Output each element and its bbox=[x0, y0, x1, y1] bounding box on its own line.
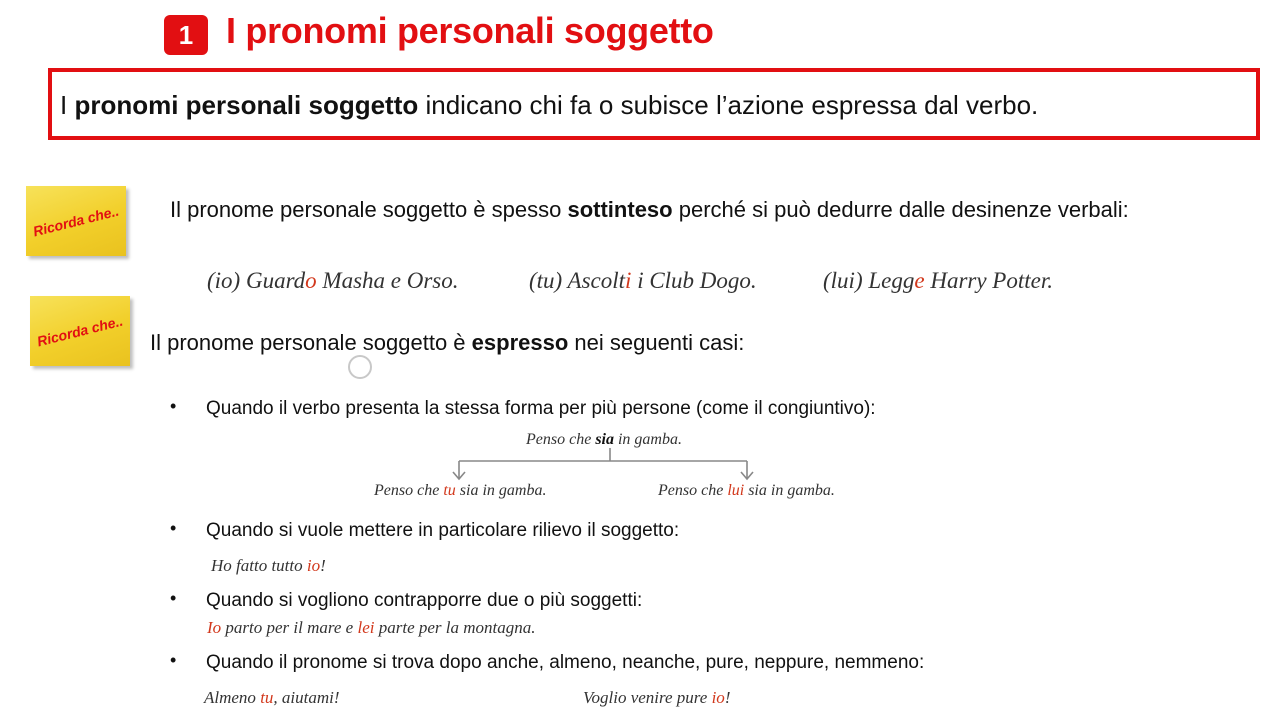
example-almeno bbox=[204, 688, 340, 708]
example-text: i Club Dogo. bbox=[631, 268, 757, 293]
diagram-top-sentence bbox=[526, 431, 682, 449]
diagram-left-sentence bbox=[374, 482, 546, 500]
example-tu bbox=[529, 268, 757, 294]
diagram-bold: sia bbox=[595, 431, 614, 448]
paragraph-text: perché si può dedurre dalle desinenze verbali: bbox=[672, 197, 1129, 222]
paragraph-espresso bbox=[150, 330, 744, 356]
definition-bold: pronomi personali soggetto bbox=[74, 90, 419, 120]
example-highlight: lei bbox=[357, 618, 375, 637]
diagram-text: Penso che bbox=[526, 431, 596, 448]
sticky-note-reminder bbox=[30, 296, 130, 366]
example-highlight: o bbox=[305, 268, 317, 293]
diagram-text: Penso che bbox=[374, 482, 444, 499]
definition-text bbox=[60, 90, 1038, 121]
definition-post: indicano chi fa o subisce l’azione espressa dal verbo. bbox=[418, 90, 1039, 120]
bullet-text: Quando si vogliono contrapporre due o più soggetti: bbox=[206, 590, 643, 611]
paragraph-text: nei seguenti casi: bbox=[568, 330, 745, 355]
example-text: Almeno bbox=[204, 688, 261, 707]
example-text: parte per la montagna. bbox=[374, 618, 536, 637]
definition-pre: I bbox=[60, 90, 75, 120]
bullet-dot: • bbox=[170, 396, 177, 416]
bullet-dot: • bbox=[170, 650, 177, 670]
diagram-text: sia in gamba. bbox=[455, 482, 547, 499]
example-text: ! bbox=[724, 688, 731, 707]
diagram-text: in gamba. bbox=[613, 431, 682, 448]
bullet-text: Quando il verbo presenta la stessa forma per più persone (come il congiuntivo): bbox=[206, 398, 876, 419]
example-text: Ho fatto tutto bbox=[211, 556, 307, 575]
example-text: , aiutami! bbox=[273, 688, 340, 707]
example-highlight: tu bbox=[260, 688, 274, 707]
example-highlight: io bbox=[306, 556, 321, 575]
example-text: (lui) Legg bbox=[823, 268, 915, 293]
paragraph-text: Il pronome personale soggetto è spesso bbox=[170, 197, 568, 222]
sticky-note-label: Ricorda che.. bbox=[31, 202, 121, 240]
diagram-highlight: lui bbox=[727, 482, 745, 499]
example-io bbox=[207, 268, 459, 294]
cursor-indicator bbox=[348, 355, 372, 379]
example-lui bbox=[823, 268, 1053, 294]
example-text: Harry Potter. bbox=[924, 268, 1053, 293]
diagram-right-sentence bbox=[658, 482, 835, 500]
example-highlight: io bbox=[711, 688, 725, 707]
paragraph-text: Il pronome personale soggetto è bbox=[150, 330, 472, 355]
example-contrapposizione bbox=[207, 618, 536, 638]
diagram-text: sia in gamba. bbox=[744, 482, 835, 499]
example-text: (io) Guard bbox=[207, 268, 306, 293]
example-pure bbox=[583, 688, 730, 708]
bullet-text: Quando si vuole mettere in particolare rilievo il soggetto: bbox=[206, 520, 680, 541]
diagram-highlight: tu bbox=[443, 482, 456, 499]
example-text: Masha e Orso. bbox=[316, 268, 459, 293]
example-text: Voglio venire pure bbox=[583, 688, 712, 707]
example-rilievo bbox=[211, 556, 326, 576]
example-text: (tu) Ascolt bbox=[529, 268, 626, 293]
bullet-dot: • bbox=[170, 518, 177, 538]
diagram-text: Penso che bbox=[658, 482, 728, 499]
sticky-note-reminder bbox=[26, 186, 126, 256]
sticky-note-label: Ricorda che.. bbox=[35, 312, 125, 350]
paragraph-bold: sottinteso bbox=[567, 197, 673, 222]
example-text: ! bbox=[320, 556, 326, 575]
example-text: parto per il mare e bbox=[221, 618, 358, 637]
section-number-badge: 1 bbox=[164, 15, 208, 55]
example-highlight: Io bbox=[207, 618, 222, 637]
paragraph-bold: espresso bbox=[471, 330, 569, 355]
example-highlight: e bbox=[914, 268, 925, 293]
paragraph-sottinteso bbox=[170, 194, 1256, 226]
bullet-dot: • bbox=[170, 588, 177, 608]
example-highlight: i bbox=[625, 268, 632, 293]
page-title: I pronomi personali soggetto bbox=[226, 10, 714, 51]
bullet-text: Quando il pronome si trova dopo anche, almeno, neanche, pure, neppure, nemmeno: bbox=[206, 652, 925, 673]
